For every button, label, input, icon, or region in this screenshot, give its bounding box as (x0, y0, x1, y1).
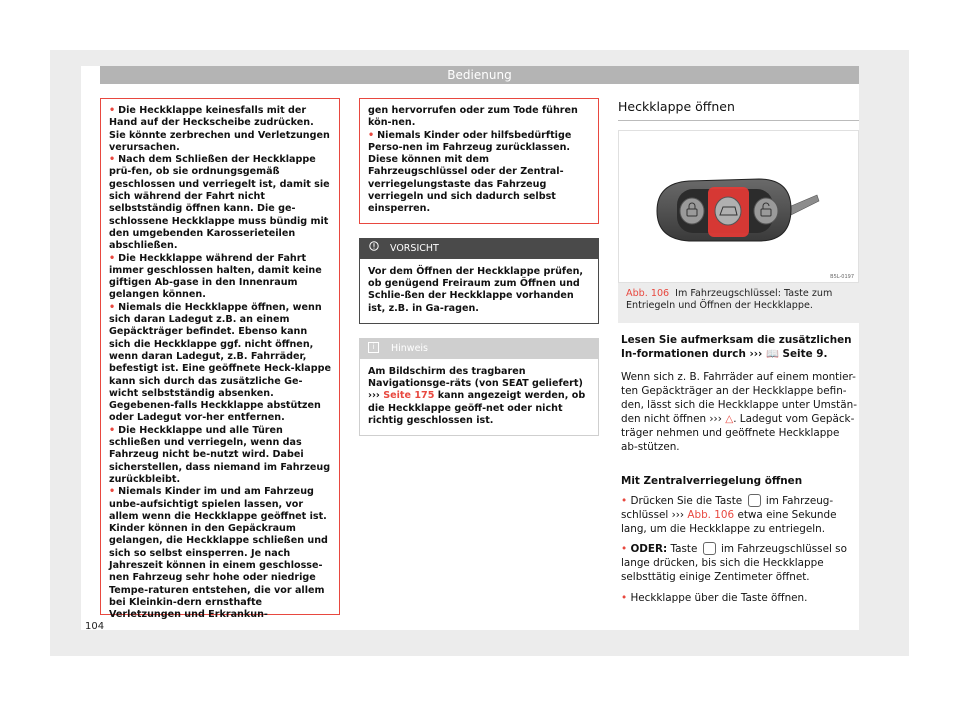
step-2-text-b: im Fahrzeugschlüssel so lange drücken, bis sich die Heckklappe selbsttätig einige Zentimeter öffnet. (621, 543, 847, 583)
step-1-text-b: im Fahrzeug-schlüssel ››› (621, 495, 834, 521)
page-number: 104 (85, 621, 105, 632)
paragraph-1-text-a: Wenn sich z. B. Fahrräder auf einem montier-ten Gepäckträger an der Heckklappe befin-den, lässt sich die Heckklappe unter Umstän-den nicht öffnen ››› (621, 371, 857, 425)
step-1: • Drücken Sie die Taste im Fahrzeug-schlüssel ››› Abb. 106 etwa eine Sekunde lang, um die Heckklappe zu entriegeln. (621, 495, 837, 535)
step-3: • Heckklappe über die Taste öffnen. (621, 592, 808, 604)
hinweis-title: Hinweis (391, 342, 429, 354)
hinweis-text-before: Am Bildschirm des tragbaren Navigationsge-räts (von SEAT geliefert) ››› (368, 365, 583, 402)
header-title: Bedienung (100, 66, 859, 84)
step-3-text: Heckklappe über die Taste öffnen. (630, 592, 808, 604)
caption-text: Im Fahrzeugschlüssel: Taste zum Entriegeln und Öffnen der Heckklappe. (626, 288, 833, 312)
car-key-illustration (619, 131, 858, 282)
hinweis-box (359, 338, 599, 436)
figure-car-key (618, 130, 859, 283)
page-link[interactable]: Seite 175 (383, 390, 435, 402)
figure-link[interactable]: Abb. 106 (687, 509, 735, 521)
paragraph-1 (621, 370, 859, 454)
item-text: Nach dem Schließen der Heckklappe prü-fen, ob sie ordnungsgemäß geschlossen und verriegelt ist, damit sie sich während der Fahrt nicht selbstständig öffnen kann. Die ge-schlossene Heckklappe muss bündig mit den umgebenden Karosserieteilen abschließen. (109, 154, 330, 252)
warning-continuation-text: gen hervorrufen oder zum Tode führen kön-nen. (368, 105, 578, 129)
list-item: • Die Heckklappe keinesfalls mit der Hand auf der Heckscheibe zudrücken. Sie könnte zerbrechen und Verletzungen verursachen. (109, 105, 330, 153)
intro-paragraph: Lesen Sie aufmerksam die zusätzlichen In-formationen durch ››› 📖 Seite 9. (621, 334, 852, 360)
item-text: Die Heckklappe während der Fahrt immer geschlossen halten, damit keine giftigen Ab-gase in den Innenraum gelangen können. (109, 252, 322, 301)
step-2-text-a: Taste (670, 543, 698, 555)
caution-circle-icon (368, 239, 380, 259)
book-icon: 📖 (765, 348, 779, 360)
list-item: • Die Heckklappe während der Fahrt immer geschlossen halten, damit keine giftigen Ab-gase in den Innenraum gelangen können. (109, 252, 322, 301)
item-text: Niemals die Heckklappe öffnen, wenn sich daran Ladegut z.B. an einem Gepäckträger befindet. Ebenso kann sich die Heckklappe ggf. nicht öffnen, wenn daran Ladegut, z.B. Fahrräder, befestigt ist. Eine geöffnete Heck-klappe kann sich durch das zusätzliche Ge-wicht selbstständig absenken. Gegebenen-falls Heckklappe abstützen oder Ladegut vor-her entfernen. (109, 301, 331, 424)
list-item: • Die Heckklappe und alle Türen schließen und verriegeln, wenn das Fahrzeug nicht be-nutzt wird. Dabei sicherstellen, dass niemand im Fahrzeug zurückbleibt. (109, 424, 331, 485)
warning-box-continued (359, 98, 599, 224)
hinweis-text (360, 359, 598, 435)
warning-box-left (100, 98, 340, 621)
step-1-text-c: etwa eine Sekunde lang, um die Heckklappe zu entriegeln. (621, 509, 837, 535)
info-icon: i (368, 342, 379, 353)
item-text: Niemals Kinder oder hilfsbedürftige Perso-nen im Fahrzeug zurücklassen. Diese können mit dem Fahrzeugschlüssel oder der Zentral-verriegelungstaste das Fahrzeug verriegeln und sich dadurch selbst einsperren. (368, 129, 572, 215)
list-item: • Nach dem Schließen der Heckklappe prü-fen, ob sie ordnungsgemäß geschlossen und verriegelt ist, damit sie sich während der Fahrt nicht selbstständig öffnen kann. Die ge-schlossene Heckklappe muss bündig mit den umgebenden Karosserieteilen abschließen. (109, 154, 330, 252)
vorsicht-box (359, 238, 599, 324)
figure-id: B5L-0197 (830, 274, 854, 280)
left-column (100, 98, 340, 621)
step-2: • ODER: Taste im Fahrzeugschlüssel so lange drücken, bis sich die Heckklappe selbsttätig einige Zentimeter öffnet. (621, 543, 847, 583)
step-2-label: ODER: (630, 543, 668, 555)
trunk-button-icon (703, 542, 716, 555)
intro-page-link[interactable]: Seite 9 (782, 348, 824, 360)
intro-text: Lesen Sie aufmerksam die zusätzlichen In-formationen durch ››› (621, 334, 852, 360)
list-item: • Niemals Kinder im und am Fahrzeug unbe-aufsichtigt spielen lassen, vor allem wenn die Heckklappe geöffnet ist. Kinder können in den Gepäckraum gelangen, die Heckklappe schließen und sich so selbst einsperren. Je nach Jahreszeit können in einem geschlosse-nen Fahrzeug sehr hohe oder niedrige Tempe-raturen entstehen, die vor allem bei Kleinkin-dern ernsthafte Verletzungen und Erkrankun- (109, 486, 328, 621)
item-text: Die Heckklappe und alle Türen schließen und verriegeln, wenn das Fahrzeug nicht be-nutzt wird. Dabei sicherstellen, dass niemand im Fahrzeug zurückbleibt. (109, 424, 331, 485)
section-title: Heckklappe öffnen (618, 99, 735, 114)
paragraph-1-text-b: . Ladegut vom Gepäck-träger nehmen und geöffnete Heckklappe ab-stützen. (621, 413, 855, 453)
list-item: • Niemals die Heckklappe öffnen, wenn sich daran Ladegut z.B. an einem Gepäckträger befindet. Ebenso kann sich die Heckklappe ggf. nicht öffnen, wenn daran Ladegut, z.B. Fahrräder, befestigt ist. Eine geöffnete Heck-klappe kann sich durch das zusätzliche Ge-wicht selbstständig absenken. Gegebenen-falls Heckklappe abstützen oder Ladegut vor-her entfernen. (109, 301, 331, 424)
vorsicht-text: Vor dem Öffnen der Heckklappe prüfen, ob genügend Freiraum zum Öffnen und Schlie-ßen der Heckklappe vorhanden ist, z.B. in Ga-ragen. (368, 265, 584, 314)
item-text: Die Heckklappe keinesfalls mit der Hand auf der Heckscheibe zudrücken. Sie könnte zerbrechen und Verletzungen verursachen. (109, 105, 330, 153)
step-1-text-a: Drücken Sie die Taste (630, 495, 743, 507)
warning-triangle-icon: △ (725, 413, 734, 425)
vorsicht-title: VORSICHT (390, 242, 439, 254)
vorsicht-header (360, 239, 598, 259)
hinweis-header (360, 339, 598, 359)
hinweis-text-after: kann angezeigt werden, ob die Heckklappe geöff-net oder nicht richtig geschlossen ist. (368, 390, 586, 427)
subheading: Mit Zentralverriegelung öffnen (621, 475, 803, 487)
middle-column (359, 98, 599, 436)
figure-caption (618, 283, 859, 323)
trunk-button-icon (748, 494, 761, 507)
list-item: • Niemals Kinder oder hilfsbedürftige Perso-nen im Fahrzeug zurücklassen. Diese können mit dem Fahrzeugschlüssel oder der Zentral-verriegelungstaste das Fahrzeug verriegeln und sich dadurch selbst einsperren. (368, 129, 572, 215)
title-divider (618, 120, 859, 121)
item-text: Niemals Kinder im und am Fahrzeug unbe-aufsichtigt spielen lassen, vor allem wenn die Heckklappe geöffnet ist. Kinder können in den Gepäckraum gelangen, die Heckklappe schließen und sich so selbst einsperren. Je nach Jahreszeit können in einem geschlosse-nen Fahrzeug sehr hohe oder niedrige Tempe-raturen entstehen, die vor allem bei Kleinkin-dern ernsthafte Verletzungen und Erkrankun- (109, 486, 328, 621)
caption-label: Abb. 106 (626, 288, 670, 299)
